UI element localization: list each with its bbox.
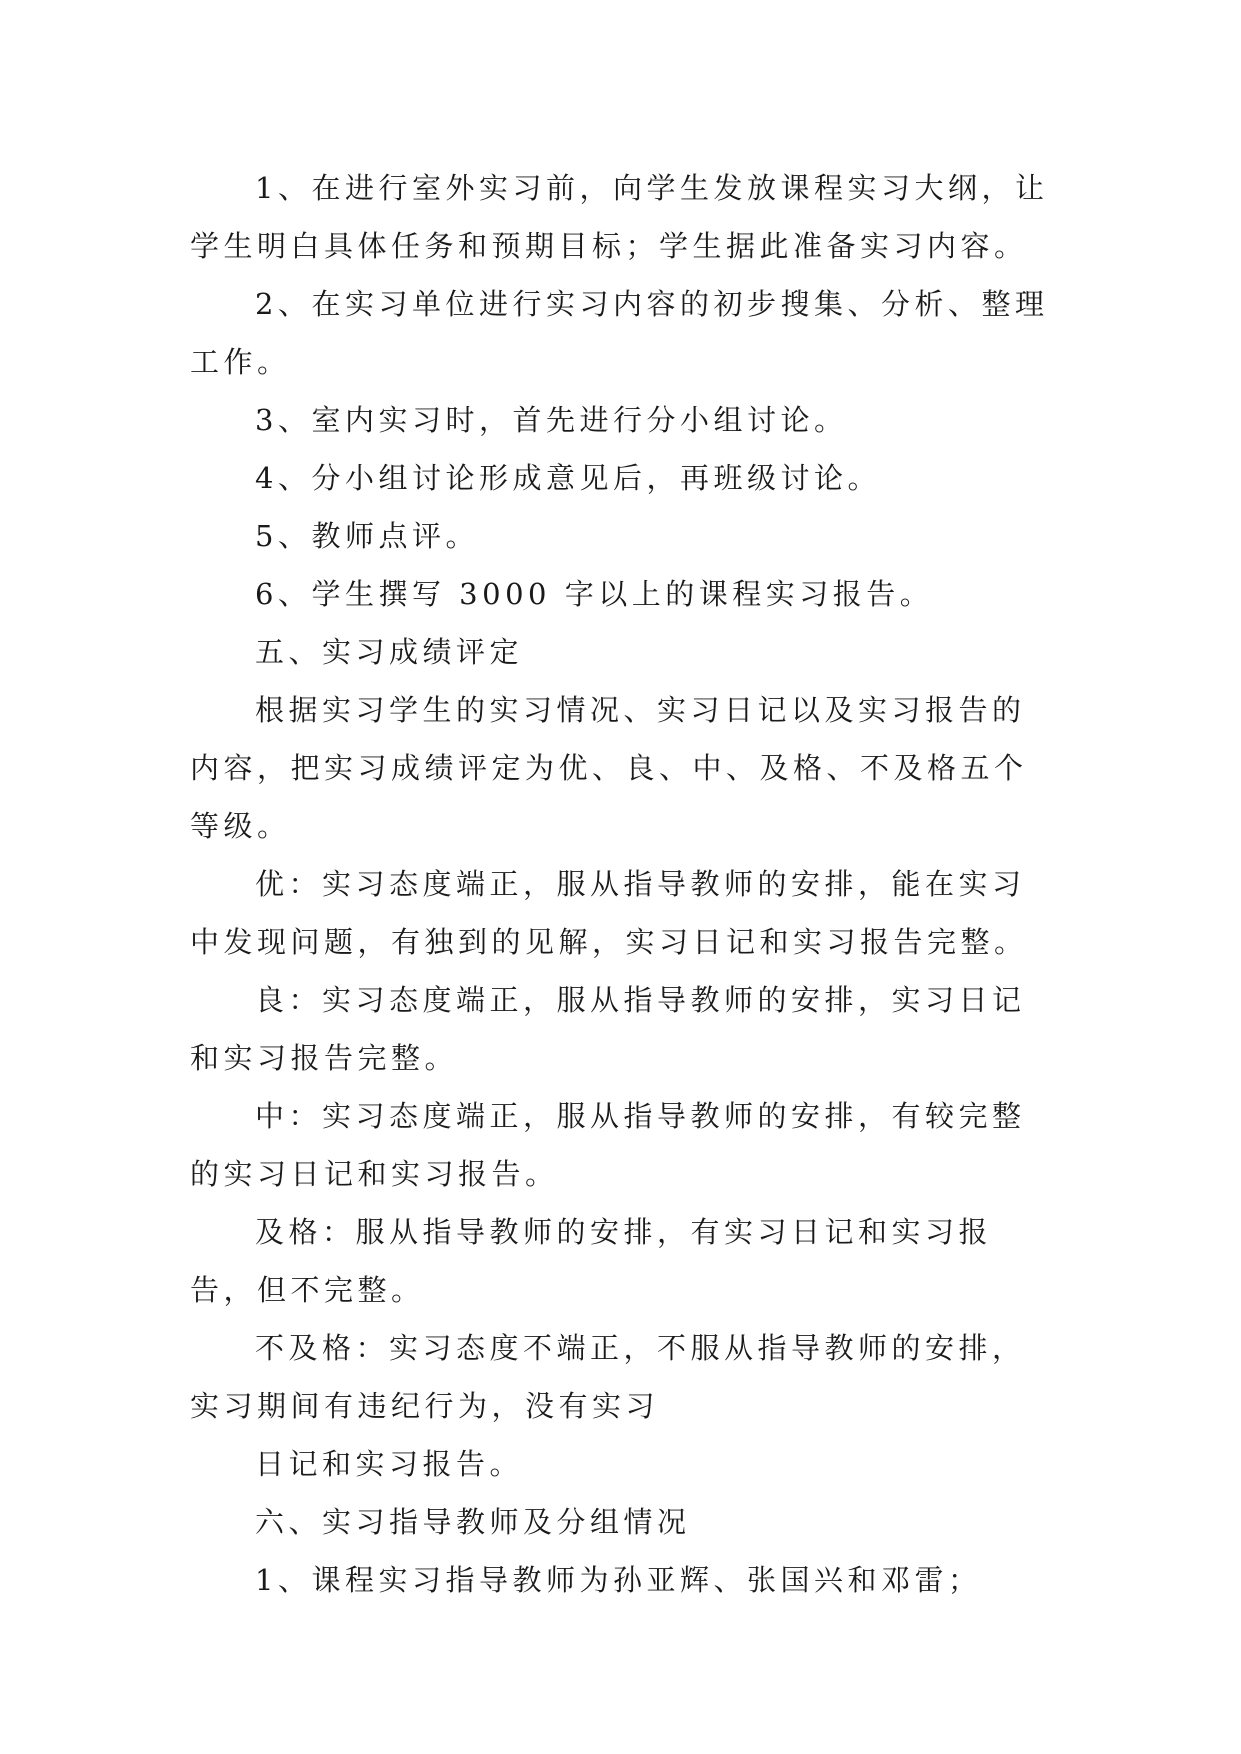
paragraph-grade-good: 良：实习态度端正，服从指导教师的安排，实习日记和实习报告完整。: [190, 983, 1026, 1075]
body-text: [190, 159, 1050, 1609]
paragraph-step-6: 6、学生撰写 3000 字以上的课程实习报告。: [255, 577, 934, 611]
paragraph-step-1: 1、在进行室外实习前，向学生发放课程实习大纲，让学生明白具体任务和预期目标；学生据此准备实习内容。: [190, 171, 1049, 263]
paragraph-grade-fail: 不及格：实习态度不端正，不服从指导教师的安排，实习期间有违纪行为，没有实习: [190, 1331, 1026, 1423]
paragraph-grading-intro: 根据实习学生的实习情况、实习日记以及实习报告的内容，把实习成绩评定为优、良、中、及格、不及格五个等级。: [190, 693, 1028, 843]
paragraph-step-4: 4、分小组讨论形成意见后，再班级讨论。: [255, 461, 881, 495]
paragraph-step-3: 3、室内实习时，首先进行分小组讨论。: [255, 403, 848, 437]
paragraph-grade-pass: 及格：服从指导教师的安排，有实习日记和实习报告，但不完整。: [190, 1215, 993, 1307]
paragraph-instructors: 1、课程实习指导教师为孙亚辉、张国兴和邓雷；: [255, 1563, 982, 1597]
section-heading-grading: 五、实习成绩评定: [255, 635, 524, 669]
paragraph-step-5: 5、教师点评。: [255, 519, 479, 553]
section-heading-instructors: 六、实习指导教师及分组情况: [255, 1505, 691, 1539]
paragraph-grade-medium: 中：实习态度端正，服从指导教师的安排，有较完整的实习日记和实习报告。: [190, 1099, 1026, 1191]
paragraph-grade-fail-continued: 日记和实习报告。: [255, 1447, 524, 1481]
paragraph-step-2: 2、在实习单位进行实习内容的初步搜集、分析、整理工作。: [190, 287, 1049, 379]
paragraph-grade-excellent: 优：实习态度端正，服从指导教师的安排，能在实习中发现问题，有独到的见解，实习日记和实习报告完整。: [190, 867, 1028, 959]
